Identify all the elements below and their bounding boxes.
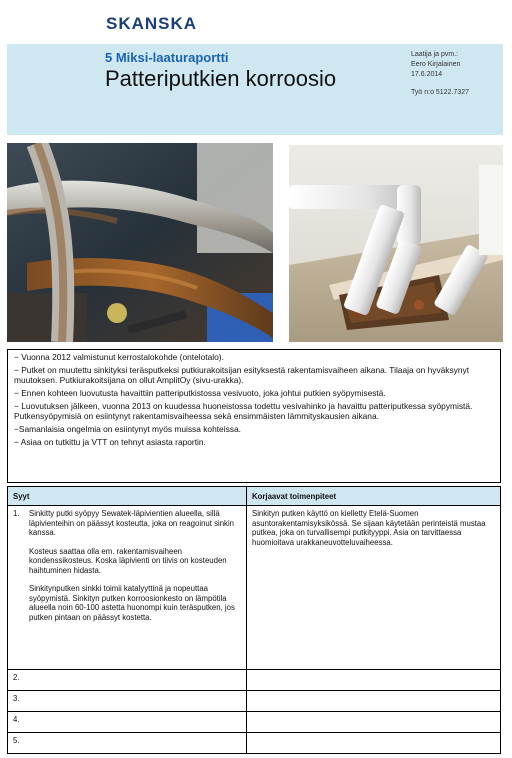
row-number: 4. (8, 712, 247, 733)
report-header (7, 44, 503, 135)
author-name: Eero Kirjalainen (411, 61, 461, 68)
note-item: − Vuonna 2012 valmistunut kerrostalokohde (ontelotalo). (14, 352, 224, 362)
table-row (8, 733, 501, 754)
cause-paragraph: Kosteus saattaa olla em. rakentamisvaiheen kondenssikosteus. Koska läpivienti on tiivis on kosteuden haihtuminen hidasta. (29, 546, 227, 575)
action-cell (247, 670, 501, 691)
causes-actions-table (7, 486, 501, 754)
work-number: Työ n:o 5122.7327 (411, 89, 469, 96)
note-item: −Samanlaisia ongelmia on esiintynyt myös muissa kohteissa. (14, 424, 241, 434)
photo-pipe-lead-through (289, 145, 503, 342)
skanska-logo: SKANSKA (106, 14, 198, 33)
note-item: − Ennen kohteen luovutusta havaittiin patteriputkistossa vesivuoto, joka johtui putkien syöpymisestä. (14, 388, 386, 398)
author-label: Laatija ja pvm.: (411, 51, 459, 58)
note-item: − Asiaa on tutkittu ja VTT on tehnyt asiasta raportin. (14, 437, 206, 447)
photo-corroded-pipes (7, 143, 273, 342)
actions-header: Korjaavat toimenpiteet (247, 487, 501, 506)
background-notes (7, 349, 501, 483)
cause-paragraph: Sinkitynputken sinkki toimii katalyyttinä ja nopeuttaa syöpymistä. Sinkityn putken korroosionkesto on lämpötila alueella noin 60-100 astetta huonompi kuin teräsputken, jos putken pintaan on päässyt kostetta. (29, 584, 235, 622)
action-cell (247, 733, 501, 754)
causes-header: Syyt (8, 487, 247, 506)
report-date: 17.6.2014 (411, 71, 443, 78)
row-number: 5. (8, 733, 247, 754)
report-meta (411, 50, 469, 98)
row-number: 2. (8, 670, 247, 691)
table-row (8, 506, 501, 670)
action-cell (247, 712, 501, 733)
table-row (8, 691, 501, 712)
row-number: 3. (8, 691, 247, 712)
action-cell (247, 691, 501, 712)
cause-paragraph: Sinkitty putki syöpyy Sewatek-läpivientien alueella, sillä läpivienteihin on päässyt kosteutta, joka on reagoinut sinkin kanssa. (29, 509, 235, 537)
report-subtitle: 5 Miksi-laaturaportti (105, 50, 229, 65)
report-title: Patteriputkien korroosio (105, 66, 337, 91)
note-item: − Luovutuksen jälkeen, vuonna 2013 on kuudessa huoneistossa todettu vesivahinko ja havaittu patteriputkessa syöpymistä. Putkensyöpymisiä on esiintynyt rakentamisvaiheessa sekä ensimmäisten lämmityskausien aikana. (14, 401, 473, 421)
action-cell: Sinkityn putken käyttö on kielletty Etelä-Suomen asuntorakentamisyksikössä. Se sijaan käytetään perinteistä mustaa putkea, joka on turvallisempi putkityyppi. Asia on tarvittaessa huomioitava urakkaneuvotteluvaiheessa. (247, 506, 501, 670)
cause-cell (8, 506, 247, 670)
row-number: 1. (13, 509, 20, 518)
table-row (8, 670, 501, 691)
note-item: − Putket on muutettu sinkityksi teräsputkeksi putkiurakoitsijan esityksestä rakentamisvaiheen aikana. Tilaaja on hyväksynyt muutoksen. Putkiurakoitsijana on ollut AmplitOy (sivu-urakka). (14, 365, 470, 385)
table-row (8, 712, 501, 733)
